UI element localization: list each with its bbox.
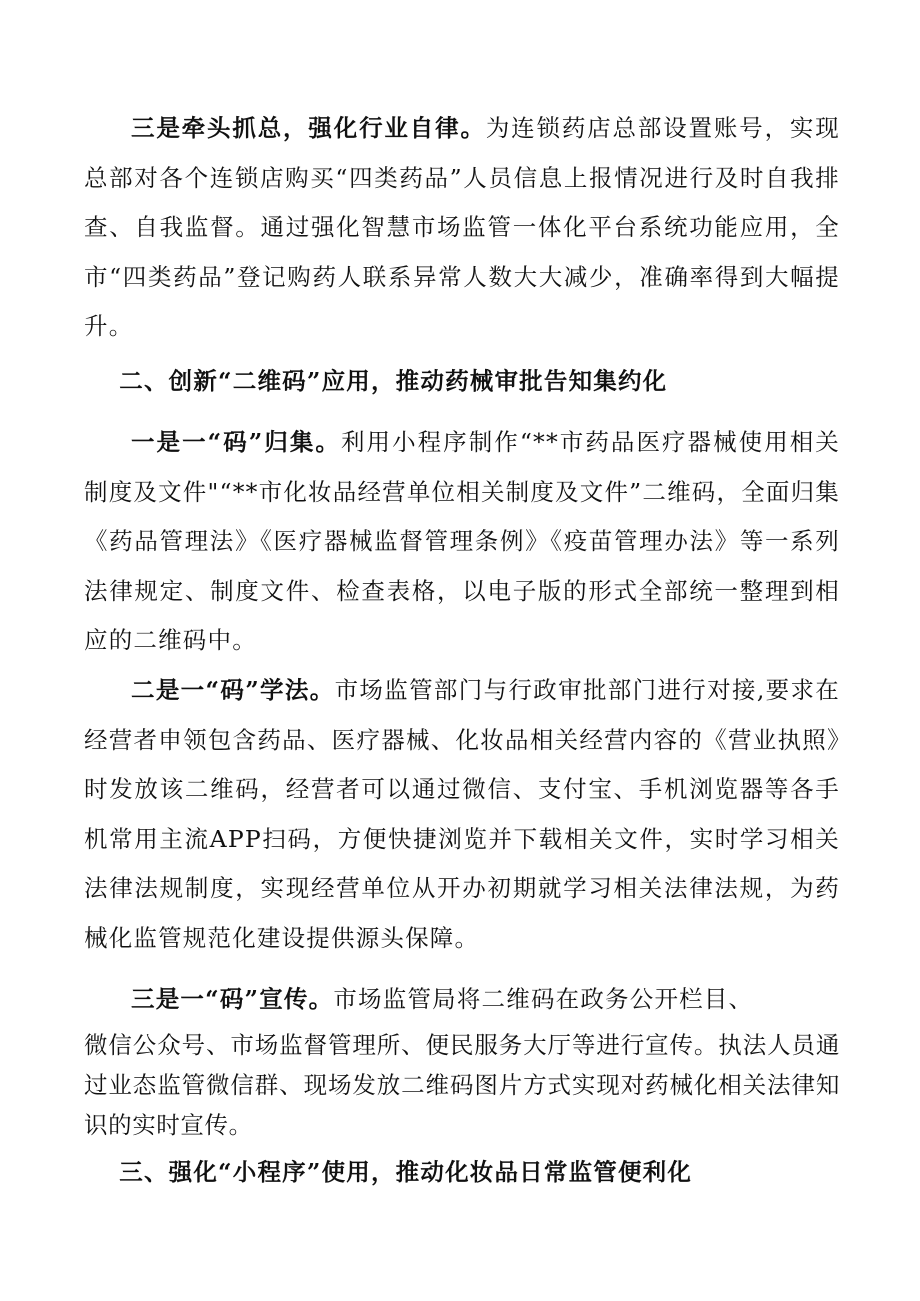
- paragraph-self-discipline: [84, 104, 840, 352]
- section-heading-qrcode: 二、创新“二维码”应用，推动药械审批告知集约化: [119, 367, 668, 395]
- paragraph-code-publicity-rest: 微信公众号、市场监督管理所、便民服务大厅等进行宣传。执法人员通过业态监管微信群、现场发放二维码图片方式实现对药械化相关法律知识的实时宣传。: [84, 1031, 840, 1139]
- paragraph-lead: 二是一“码”学法。: [131, 676, 335, 704]
- paragraph-lead: 三是牵头抓总，强化行业自律。: [131, 114, 486, 142]
- paragraph-lead: 三是一“码”宣传。: [131, 985, 334, 1013]
- section-heading-mini-program: 三、强化“小程序”使用，推动化妆品日常监管便利化: [119, 1158, 693, 1186]
- paragraph-code-collection: [84, 418, 840, 666]
- paragraph-body: 利用小程序制作“**市药品医疗器械使用相关制度及文件"“**市化妆品经营单位相关制度及文件”二维码，全面归集《药品管理法》《医疗器械监督管理条例》《疫苗管理办法》等一系列法律规定、制度文件、检查表格，以电子版的形式全部统一整理到相应的二维码中。: [84, 428, 840, 654]
- paragraph-body: 为连锁药店总部设置账号，实现总部对各个连锁店购买“四类药品”人员信息上报情况进行及时自我排查、自我监督。通过强化智慧市场监管一体化平台系统功能应用，全市“四类药品”登记购药人联系异常人数大大减少，准确率得到大幅提升。: [84, 114, 840, 340]
- paragraph-body: 市场监管部门与行政审批部门进行对接,要求在经营者申领包含药品、医疗器械、化妆品相关经营内容的《营业执照》时发放该二维码，经营者可以通过微信、支付宝、手机浏览器等各手机常用主流APP扫码，方便快捷浏览并下载相关文件，实时学习相关法律法规制度，实现经营单位从开办初期就学习相关法律法规，为药械化监管规范化建设提供源头保障。: [84, 676, 840, 952]
- paragraph-lead: 一是一“码”归集。: [131, 428, 341, 456]
- paragraph-code-publicity-first-line: [84, 975, 840, 1025]
- paragraph-body: 市场监管局将二维码在政务公开栏目、: [333, 985, 754, 1013]
- paragraph-code-learning: [84, 666, 840, 963]
